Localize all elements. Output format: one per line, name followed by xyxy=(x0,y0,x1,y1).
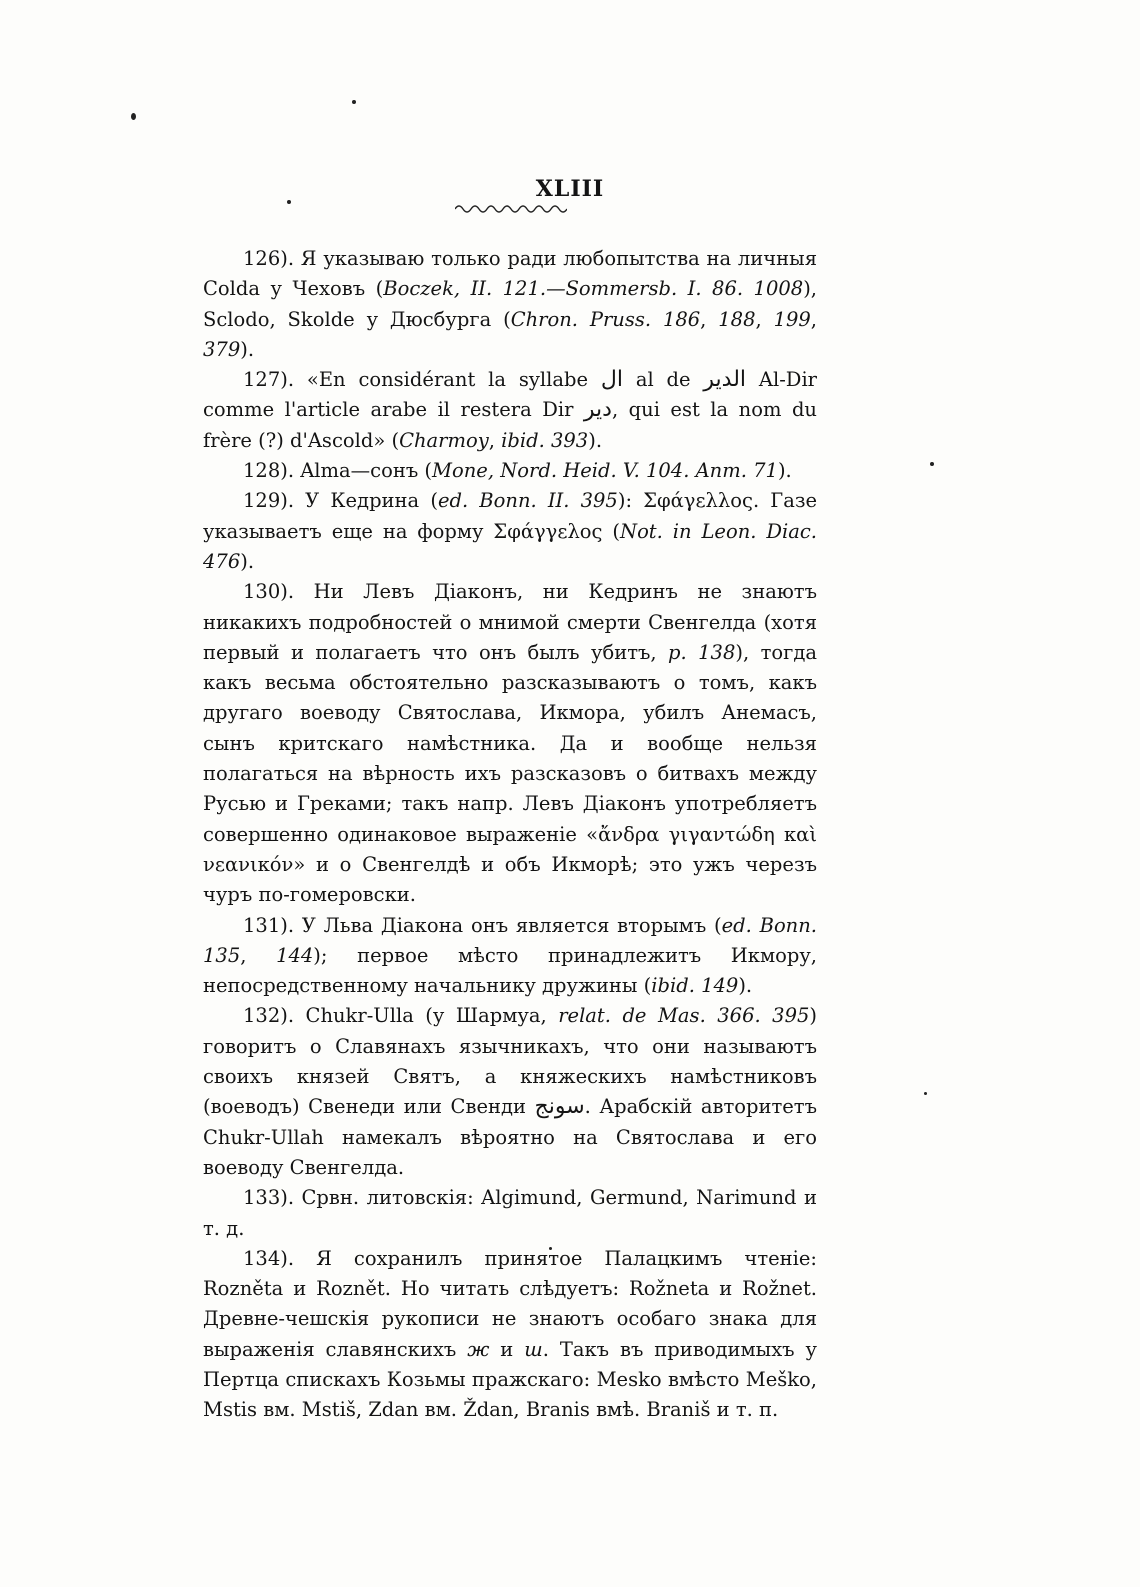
scan-speck xyxy=(930,462,934,466)
footnote-text: Alma—сонъ ( xyxy=(294,459,433,483)
footnote-number: 129). xyxy=(243,489,295,513)
footnote-text: . Арабскій авторитетъ Chukr-Ullah намекалъ вѣроятно на Святослава и его воеводу Свенгелда. xyxy=(203,1095,818,1179)
italic-citation: ed. Bonn. II. 395 xyxy=(437,489,618,513)
italic-citation: Not. in Leon. Diac. 476 xyxy=(203,519,817,573)
footnote-text: , qui est la nom du frère (?) d'Ascold» ( xyxy=(203,398,817,452)
footnote-text: и xyxy=(489,1337,525,1361)
footnote-text: ), тогда какъ весьма обстоятельно разсказываютъ о томъ, какъ другаго воеводу Святослава, Икмора, убилъ Анемасъ, сынъ критскаго намѣстника. Да и вообще нельзя полагаться на вѣрность ихъ разсказовъ о битвахъ между Русью и Греками; такъ напр. Левъ Діаконъ употребляетъ совершенно одинаковое выраженіе « xyxy=(203,640,817,846)
italic-citation: Boczek, II. 121.—Sommersb. I. 86. 1008 xyxy=(383,277,804,301)
italic-citation: 144 xyxy=(276,943,314,967)
footnote-128 xyxy=(203,456,817,486)
arabic-word: دير xyxy=(583,397,612,423)
italic-citation: ibid. 149 xyxy=(651,974,739,998)
wavy-rule-ornament xyxy=(455,203,567,215)
footnote-text: ). xyxy=(777,459,792,483)
footnote-number: 126). xyxy=(243,247,295,270)
footnote-131 xyxy=(203,911,817,1002)
scan-speck xyxy=(352,100,356,104)
footnote-text: Ни Левъ Діаконъ, ни Кедринъ не знаютъ никакихъ подробностей о мнимой смерти Свенгелда (хотя первый и полагаетъ что онъ былъ убитъ, xyxy=(203,580,817,664)
footnote-number: 128). xyxy=(243,459,295,483)
footnote-number: 134). xyxy=(243,1246,295,1270)
footnote-text: ). xyxy=(738,974,753,998)
footnote-text: Al-Dir comme l'article arabe il restera Dir xyxy=(203,368,817,422)
footnote-129 xyxy=(203,486,817,577)
footnote-text: , xyxy=(755,307,774,331)
footnote-number: 131). xyxy=(243,913,295,937)
footnote-134 xyxy=(203,1244,817,1426)
italic-citation: relat. de Mas. 366. 395 xyxy=(558,1004,810,1028)
footnote-text: Срвн. литовскія: Algimund, Germund, Narimund и т. д. xyxy=(203,1186,817,1240)
footnote-text: ). xyxy=(240,549,255,573)
footnote-number: 133). xyxy=(243,1186,295,1210)
footnote-text: al de xyxy=(622,368,704,392)
footnote-text: . Газе указываетъ еще на форму xyxy=(203,489,818,543)
italic-citation: ibid. 393 xyxy=(501,428,589,452)
footnote-text: , xyxy=(240,943,277,967)
footnote-text: . Такъ въ приводимыхъ у Пертца спискахъ Козьмы пражскаго: Mesko вмѣсто Meško, Mstis вм. Mstiš, Zdan вм. Ždan, Branis вмѣ. Braniš и т. п. xyxy=(203,1337,817,1422)
greek-phrase: Σφάγελλος xyxy=(643,489,753,513)
footnote-number: 127). xyxy=(243,368,295,392)
footnote-text: ) говоритъ о Славянахъ язычникахъ, что они называютъ своихъ князей Святъ, а княжескихъ намѣстниковъ (воеводъ) Свенеди или Свенди xyxy=(203,1004,817,1119)
italic-citation: Charmoy xyxy=(399,428,489,452)
footnote-text: ). xyxy=(588,428,603,452)
italic-citation: p. 138 xyxy=(668,640,736,664)
page-number: XLIII xyxy=(535,176,605,202)
arabic-word: الدير xyxy=(703,367,747,393)
footnote-text: Я сохранилъ принятое Палацкимъ чтеніе: Rozněta и Roznět. Но читать слѣдуетъ: Rožneta и Rožnet. Древне-чешскія рукописи не знаютъ особаго знака для выраженія славянскихъ xyxy=(203,1246,817,1361)
scan-speck xyxy=(924,1092,927,1095)
footnote-text: Chukr-Ulla (у Шармуа, xyxy=(294,1004,559,1028)
italic-citation: ed. Bonn. 135 xyxy=(203,913,818,967)
footnote-text: «En considérant la syllabe xyxy=(294,368,601,392)
arabic-word: سونج xyxy=(534,1094,585,1120)
footnote-text: Я указываю только ради любопытства на личныя Colda у Чеховъ ( xyxy=(203,247,817,301)
footnote-text: ): xyxy=(617,489,644,513)
footnote-text: ), Sclodo, Skolde у Дюсбурга ( xyxy=(203,277,817,331)
footnote-number: 132). xyxy=(243,1004,295,1028)
footnote-133 xyxy=(203,1183,817,1244)
italic-citation: ж xyxy=(467,1337,490,1361)
footnote-text: У Льва Діакона онъ является вторымъ ( xyxy=(294,913,722,937)
arabic-word: ال xyxy=(600,367,623,393)
footnote-text: » и о Свенгелдѣ и объ Икморѣ; это ужъ черезъ чуръ по-гомеровски. xyxy=(203,852,817,907)
footnote-126 xyxy=(203,244,817,365)
italic-citation: 199 xyxy=(773,307,811,331)
footnote-text: ( xyxy=(602,519,620,543)
footnote-text: , xyxy=(488,428,502,452)
footnote-text: У Кедрина ( xyxy=(294,489,438,513)
italic-citation: Chron. Pruss. 186 xyxy=(510,307,701,331)
greek-phrase: Σφάγγελος xyxy=(493,519,603,543)
greek-phrase: ἄνδρα γιγαντώδη καὶ νεανικόν xyxy=(203,822,817,876)
italic-citation: Mone, Nord. Heid. V. 104. Anm. 71 xyxy=(432,459,778,483)
footnote-text: ). xyxy=(240,337,255,361)
italic-citation: ш xyxy=(524,1337,543,1361)
italic-citation: 188 xyxy=(718,307,756,331)
footnote-number: 130). xyxy=(243,580,295,604)
scan-speck xyxy=(131,113,136,120)
footnote-text: , xyxy=(810,307,817,331)
footnote-text: , xyxy=(700,307,719,331)
footnotes-text xyxy=(203,244,817,1426)
footnote-130 xyxy=(203,577,817,910)
footnote-127 xyxy=(203,365,817,456)
footnote-text: ); первое мѣсто принадлежитъ Икмору, непосредственному начальнику дружины ( xyxy=(203,943,818,998)
italic-citation: 379 xyxy=(203,337,241,361)
footnote-132 xyxy=(203,1001,817,1183)
